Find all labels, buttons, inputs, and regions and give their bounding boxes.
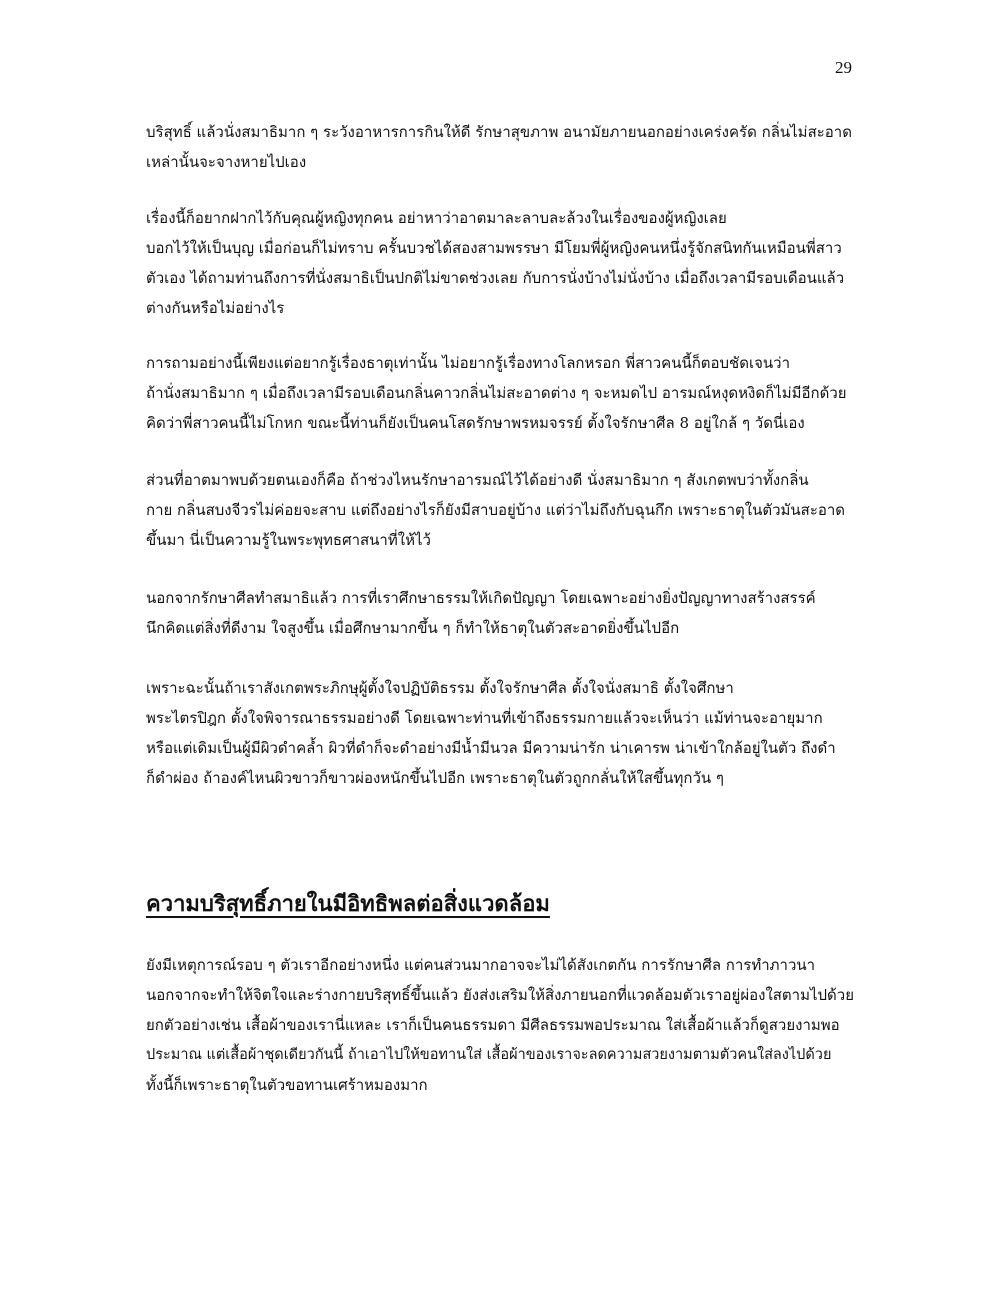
paragraph-6-line-2: พระไตรปิฎก ตั้งใจพิจารณาธรรมอย่างดี โดยเฉพาะท่านที่เข้าถึงธรรมกายแล้วจะเห็นว่า แม้ท่านจะอายุมาก [146, 709, 823, 727]
paragraph-3-line-1: การถามอย่างนี้เพียงแต่อยากรู้เรื่องธาตุเท่านั้น ไม่อยากรู้เรื่องทางโลกหรอก พี่สาวคนนี้ก็ตอบชัดเจนว่า [146, 354, 790, 372]
paragraph-1-line-2: เหล่านั้นจะจางหายไปเอง [146, 153, 307, 171]
page-number: 29 [835, 58, 852, 77]
paragraph-7-line-4: ประมาณ แต่เสื้อผ้าชุดเดียวกันนี้ ถ้าเอาไปให้ขอทานใส่ เสื้อผ้าของเราจะลดความสวยงามตามตัวคนใส่ลงไปด้วย [146, 1047, 832, 1063]
paragraph-7-line-5: ทั้งนี้ก็เพราะธาตุในตัวขอทานเศร้าหมองมาก [146, 1076, 428, 1094]
paragraph-4-line-1: ส่วนที่อาตมาพบด้วยตนเองก็คือ ถ้าช่วงไหนรักษาอารมณ์ไว้ได้อย่างดี นั่งสมาธิมาก ๆ สังเกตพบว่าทั้งกลิ่น [146, 471, 809, 489]
paragraph-6-line-4: ก็ดำผ่อง ถ้าองค์ไหนผิวขาวก็ขาวผ่องหนักขึ้นไปอีก เพราะธาตุในตัวถูกกลั่นให้ใสขึ้นทุกวัน ๆ [146, 769, 724, 787]
paragraph-5-line-2: นึกคิดแต่สิ่งที่ดีงาม ใจสูงขึ้น เมื่อศึกษามากขึ้น ๆ ก็ทำให้ธาตุในตัวสะอาดยิ่งขึ้นไปอีก [146, 619, 680, 637]
paragraph-4-line-3: ขึ้นมา นี่เป็นความรู้ในพระพุทธศาสนาที่ให้ไว้ [146, 531, 431, 549]
paragraph-2-line-1: เรื่องนี้ก็อยากฝากไว้กับคุณผู้หญิงทุกคน อย่าหาว่าอาตมาละลาบละล้วงในเรื่องของผู้หญิงเลย [146, 209, 727, 227]
section-heading: ความบริสุทธิ์ภายในมีอิทธิพลต่อสิ่งแวดล้อม [146, 891, 550, 917]
paragraph-6-line-1: เพราะฉะนั้นถ้าเราสังเกตพระภิกษุผู้ตั้งใจปฏิบัติธรรม ตั้งใจรักษาศีล ตั้งใจนั่งสมาธิ ตั้งใจศึกษา [146, 679, 734, 697]
paragraph-4-line-2: กาย กลิ่นสบงจีวรไม่ค่อยจะสาบ แต่ถึงอย่างไรก็ยังมีสาบอยู่บ้าง แต่ว่าไม่ถึงกับฉุนกึก เพราะธาตุในตัวมันสะอาด [146, 501, 846, 519]
paragraph-7-line-2: นอกจากจะทำให้จิตใจและร่างกายบริสุทธิ์ขึ้นแล้ว ยังส่งเสริมให้สิ่งภายนอกที่แวดล้อมตัวเราอยู่ผ่องใสตามไปด้วย [146, 986, 855, 1004]
paragraph-2-line-3: ตัวเอง ได้ถามท่านถึงการที่นั่งสมาธิเป็นปกติไม่ขาดช่วงเลย กับการนั่งบ้างไม่นั่งบ้าง เมื่อถึงเวลามีรอบเดือนแล้ว [146, 269, 845, 287]
paragraph-2-line-2: บอกไว้ให้เป็นบุญ เมื่อก่อนก็ไม่ทราบ ครั้นบวชได้สองสามพรรษา มีโยมพี่ผู้หญิงคนหนึ่งรู้จักสนิทกันเหมือนพี่สาว [146, 239, 842, 257]
paragraph-5-line-1: นอกจากรักษาศีลทำสมาธิแล้ว การที่เราศึกษาธรรมให้เกิดปัญญา โดยเฉพาะอย่างยิ่งปัญญาทางสร้างสรรค์ [146, 589, 816, 607]
paragraph-1-line-1: บริสุทธิ์ แล้วนั่งสมาธิมาก ๆ ระวังอาหารการกินให้ดี รักษาสุขภาพ อนามัยภายนอกอย่างเคร่งครัด กลิ่นไม่สะอาด [146, 123, 852, 141]
paragraph-3-line-2: ถ้านั่งสมาธิมาก ๆ เมื่อถึงเวลามีรอบเดือนกลิ่นคาวกลิ่นไม่สะอาดต่าง ๆ จะหมดไป อารมณ์หงุดหงิดก็ไม่มีอีกด้วย [146, 384, 847, 402]
paragraph-7-line-3: ยกตัวอย่างเช่น เสื้อผ้าของเรานี่แหละ เราก็เป็นคนธรรมดา มีศีลธรรมพอประมาณ ใส่เสื้อผ้าแล้วก็ดูสวยงามพอ [146, 1016, 840, 1034]
paragraph-6-line-3: หรือแต่เดิมเป็นผู้มีผิวดำคล้ำ ผิวที่ดำก็จะดำอย่างมีน้ำมีนวล มีความน่ารัก น่าเคารพ น่าเข้าใกล้อยู่ในตัว ถึงดำ [146, 739, 836, 757]
paragraph-3-line-3: คิดว่าพี่สาวคนนี้ไม่โกหก ขณะนี้ท่านก็ยังเป็นคนโสดรักษาพรหมจรรย์ ตั้งใจรักษาศีล 8 อยู่ใกล้ ๆ วัดนี่เอง [146, 414, 805, 432]
paragraph-7-line-1: ยังมีเหตุการณ์รอบ ๆ ตัวเราอีกอย่างหนึ่ง แต่คนส่วนมากอาจจะไม่ได้สังเกตกัน การรักษาศีล การทำภาวนา [146, 956, 816, 974]
paragraph-2-line-4: ต่างกันหรือไม่อย่างไร [146, 299, 285, 317]
